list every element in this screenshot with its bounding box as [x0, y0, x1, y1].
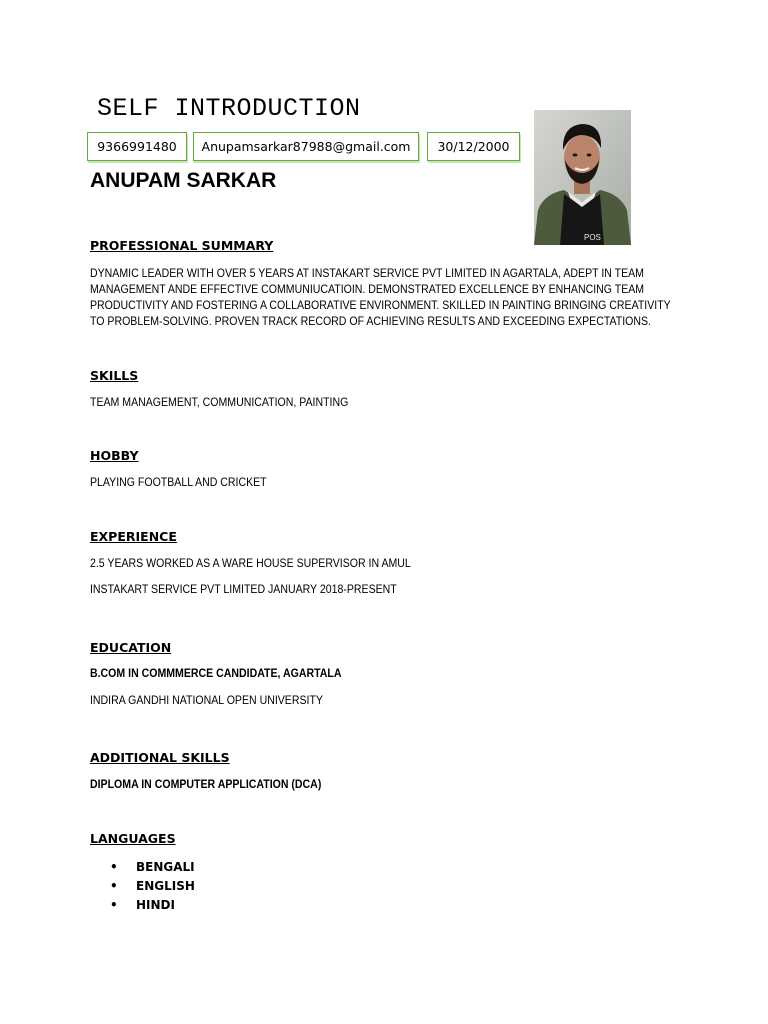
education-degree: B.COM IN COMMMERCE CANDIDATE, AGARTALA — [90, 666, 342, 680]
page-title: SELF INTRODUCTION — [97, 94, 361, 123]
portrait-image — [534, 110, 631, 245]
dob-box — [427, 132, 520, 161]
bullet-icon: • — [110, 879, 118, 893]
skills-heading: SKILLS — [90, 368, 139, 383]
experience-line: 2.5 YEARS WORKED AS A WARE HOUSE SUPERVISOR IN AMUL — [90, 556, 411, 570]
summary-text — [90, 265, 671, 329]
language-name: HINDI — [136, 898, 175, 912]
languages-list — [110, 858, 195, 915]
language-item — [110, 858, 195, 877]
bullet-icon: • — [110, 898, 118, 912]
language-item — [110, 877, 195, 896]
additional-skills-text: DIPLOMA IN COMPUTER APPLICATION (DCA) — [90, 777, 322, 791]
summary-line: TO PROBLEM-SOLVING. PROVEN TRACK RECORD OF ACHIEVING RESULTS AND EXCEEDING EXPECTATIONS. — [90, 314, 651, 328]
email-text: Anupamsarkar87988@gmail.com — [201, 139, 411, 154]
summary-line: PRODUCTIVITY AND FOSTERING A COLLABORATIVE ENVIRONMENT. SKILLED IN PAINTING BRINGING CREATIVITY — [90, 298, 671, 312]
hobby-heading: HOBBY — [90, 448, 139, 463]
shirt-print: POS — [584, 233, 601, 242]
dob-text: 30/12/2000 — [437, 139, 510, 154]
bullet-icon: • — [110, 860, 118, 874]
language-item — [110, 896, 195, 915]
skills-text: TEAM MANAGEMENT, COMMUNICATION, PAINTING — [90, 395, 349, 409]
language-name: ENGLISH — [136, 879, 195, 893]
summary-line: DYNAMIC LEADER WITH OVER 5 YEARS AT INSTAKART SERVICE PVT LIMITED IN AGARTALA, ADEPT IN TEAM — [90, 266, 644, 280]
experience-line: INSTAKART SERVICE PVT LIMITED JANUARY 2018-PRESENT — [90, 582, 397, 596]
phone-box — [87, 132, 187, 161]
languages-heading: LANGUAGES — [90, 831, 176, 846]
profile-photo — [534, 110, 631, 245]
candidate-name: ANUPAM SARKAR — [90, 169, 277, 192]
hobby-text: PLAYING FOOTBALL AND CRICKET — [90, 475, 267, 489]
email-box — [193, 132, 419, 161]
language-name: BENGALI — [136, 860, 195, 874]
additional-skills-heading: ADDITIONAL SKILLS — [90, 750, 230, 765]
phone-text: 9366991480 — [97, 139, 177, 154]
summary-heading: PROFESSIONAL SUMMARY — [90, 238, 274, 253]
experience-heading: EXPERIENCE — [90, 529, 177, 544]
education-heading: EDUCATION — [90, 640, 172, 655]
education-university: INDIRA GANDHI NATIONAL OPEN UNIVERSITY — [90, 693, 323, 707]
summary-line: MANAGEMENT ANDE EFFECTIVE COMMUNIUCATIOIN. DEMONSTRATED EXCELLENCE BY ENHANCING TEAM — [90, 282, 645, 296]
